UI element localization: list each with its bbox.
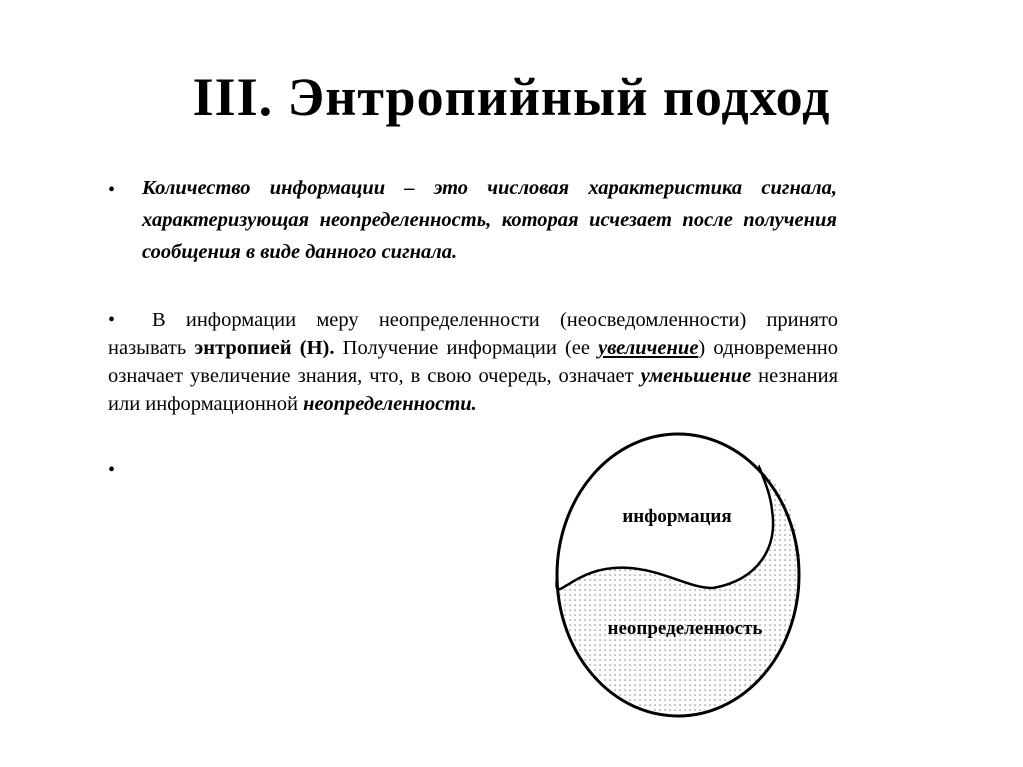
paragraph-definition: Количество информации – это числовая характеристика сигнала, характеризующая неопределенность, которая исчезает после получения сообщения в виде данного сигнала.	[142, 177, 837, 263]
bullet-1: •	[108, 179, 116, 201]
p2-keyword-decrease: уменьшение	[640, 365, 752, 387]
p2-text-1: В информации меру неопределенности (неосведомленности) принято называть	[108, 309, 838, 359]
p2-keyword-increase: увеличение	[598, 337, 699, 359]
information-uncertainty-diagram	[548, 428, 808, 720]
label-information: информация	[622, 506, 732, 527]
label-uncertainty: неопределенность	[607, 618, 763, 639]
p2-text-2: Получение информации (ее	[342, 337, 590, 359]
p2-text-4: незнания или информационной	[108, 365, 839, 415]
p2-keyword-uncertainty: неопределенности.	[303, 393, 477, 415]
bullet-2: •	[108, 309, 116, 331]
slide-title: III. Энтропийный подход	[192, 67, 831, 127]
p2-term-entropy: энтропией (H).	[194, 337, 335, 359]
yin-yang-curve	[556, 466, 773, 589]
bullet-3: •	[108, 459, 116, 481]
p2-text-3: ) одновременно означает увеличение знания, что, в свою очередь, означает	[108, 337, 839, 387]
paragraph-entropy	[108, 306, 838, 418]
